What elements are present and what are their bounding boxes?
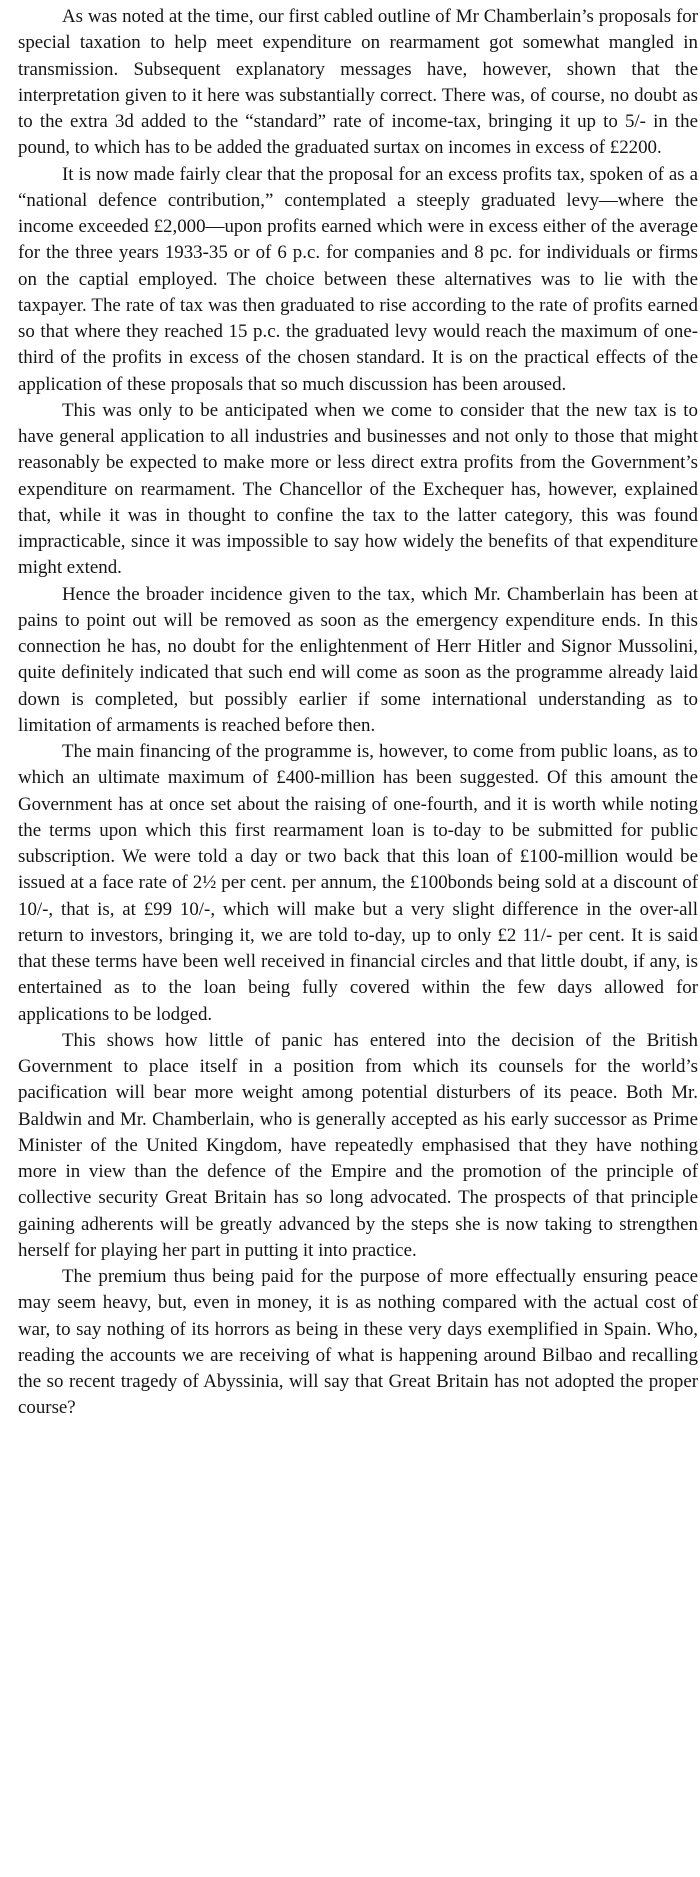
paragraph-income-tax: As was noted at the time, our first cabled outline of Mr Chamberlain’s proposals for special taxation to help meet expenditure on rearmament got somewhat mangled in transmission. Subsequent explanatory messages have, however, shown that the interpretation given to it here was substantially correct. There was, of course, no doubt as to the extra 3d added to the “standard” rate of income-tax, bringing it up to 5/- in the pound, to which has to be added the graduated surtax on incomes in excess of £2200. bbox=[18, 6, 698, 159]
paragraph-general-application: This was only to be anticipated when we come to consider that the new tax is to have general application to all industries and businesses and not only to those that might reasonably be expected to make more or less direct extra profits from the Government’s expenditure on rearmament. The Chancellor of the Exchequer has, however, explained that, while it was in thought to confine the tax to the latter category, this was found impracticable, since it was impossible to say how widely the benefits of that expenditure might extend. bbox=[18, 399, 698, 579]
paragraph-premium-for-peace: The premium thus being paid for the purpose of more effectually ensuring peace may seem heavy, but, even in money, it is as nothing compared with the actual cost of war, to say nothing of its horrors as being in these very days exemplified in Spain. Who, reading the accounts we are receiving of what is happening around Bilbao and recalling the so recent tragedy of Abyssinia, will say that Great Britain has not adopted the proper course? bbox=[18, 1266, 698, 1419]
paragraph-british-government: This shows how little of panic has entered into the decision of the British Government to place itself in a position from which its counsels for the world’s pacification will bear more weight among potential disturbers of its peace. Both Mr. Baldwin and Mr. Chamberlain, who is generally accepted as his early successor as Prime Minister of the United Kingdom, have repeatedly emphasised that they have nothing more in view than the defence of the Empire and the promotion of the principle of collective security Great Britain has so long advocated. The prospects of that principle gaining adherents will be greatly advanced by the steps she is now taking to strengthen herself for playing her part in putting it into practice. bbox=[18, 1029, 698, 1261]
paragraph-public-loans: The main financing of the programme is, however, to come from public loans, as to which an ultimate maximum of £400-million has been suggested. Of this amount the Government has at once set about the raising of one-fourth, and it is worth while noting the terms upon which this first rearmament loan is to-day to be submitted for public subscription. We were told a day or two back that this loan of £100-million would be issued at a face rate of 2½ per cent. per annum, the £100bonds being sold at a discount of 10/-, that is, at £99 10/-, which will make but a very slight difference in the over-all return to investors, bringing it, we are told to-day, up to only £2 11/- per cent. It is said that these terms have been well received in financial circles and that little doubt, if any, is entertained as to the loan being fully covered within the few days allowed for applications to be lodged. bbox=[18, 741, 698, 1025]
paragraph-broader-incidence: Hence the broader incidence given to the tax, which Mr. Chamberlain has been at pains to point out will be removed as soon as the emergency expenditure ends. In this connection he has, no doubt for the enlightenment of Herr Hitler and Signor Mussolini, quite definitely indicated that such end will come as soon as the programme already laid down is completed, but possibly earlier if some international understanding as to limitation of armaments is reached before then. bbox=[18, 583, 698, 736]
paragraph-excess-profits-tax: It is now made fairly clear that the proposal for an excess profits tax, spoken of as a “national defence contribution,” contemplated a steeply graduated levy—where the income exceeded £2,000—upon profits earned which were in excess either of the average for the three years 1933-35 or of 6 p.c. for companies and 8 pc. for individuals or firms on the captial employed. The choice between these alternatives was to lie with the taxpayer. The rate of tax was then graduated to rise according to the rate of profits earned so that where they reached 15 p.c. the graduated levy would reach the maximum of one-third of the profits in excess of the chosen standard. It is on the practical effects of the application of these proposals that so much discussion has been aroused. bbox=[18, 163, 698, 395]
article-column bbox=[18, 4, 698, 1422]
